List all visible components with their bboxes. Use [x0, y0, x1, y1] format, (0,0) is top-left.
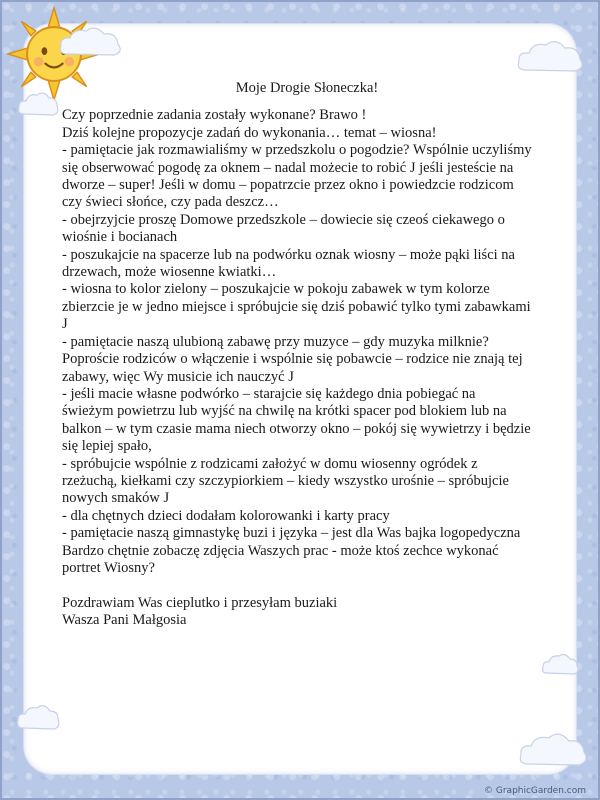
body-line: zbierzcie je w jedno miejsce i spróbujcie się dziś pobawić tylko tymi zabawkami — [62, 298, 531, 315]
closing-line: Wasza Pani Małgosia — [62, 612, 187, 629]
body-line: drzewach, może wiosenne kwiatki… — [62, 264, 277, 281]
paragraph-spacer — [62, 577, 552, 594]
body-line: - jeśli macie własne podwórko – starajcie się każdego dnia pobiegać na — [62, 385, 476, 402]
body-line: - obejrzyjcie proszę Domowe przedszkole – dowiecie się czeoś ciekawego o — [62, 211, 505, 228]
body-line: - dla chętnych dzieci dodałam kolorowanki i karty pracy — [62, 507, 390, 524]
body-line: rzeżuchą, kiełkami czy szczypiorkiem – kiedy wszystko urośnie – spróbujcie — [62, 472, 509, 489]
body-line: Poproście rodziców o włączenie i wspólnie się pobawcie – rodzice nie znają tej — [62, 351, 523, 368]
body-line: się obserwować pogodę za oknem – nadal możecie to robić J jeśli jesteście na — [62, 159, 514, 176]
body-line: - spróbujcie wspólnie z rodzicami założyć w domu wiosenny ogródek z — [62, 455, 478, 472]
body-line: czy świeci słońce, czy pada deszcz… — [62, 194, 279, 211]
body-line: się lepiej spało, — [62, 438, 152, 455]
body-line: - pamiętacie naszą ulubioną zabawę przy muzyce – gdy muzyka milknie? — [62, 333, 489, 350]
body-line: Bardzo chętnie zobaczę zdjęcia Waszych prac - może ktoś zechce wykonać — [62, 542, 499, 559]
cloud-icon — [516, 726, 592, 772]
body-line: - wiosna to kolor zielony – poszukajcie w pokoju zabawek w tym kolorze — [62, 281, 490, 298]
body-line: - pamiętacie jak rozmawialiśmy w przedszkolu o pogodzie? Wspólnie uczyliśmy — [62, 142, 532, 159]
letter — [62, 80, 552, 630]
body-line: - poszukajcie na spacerze lub na podwórku oznak wiosny – może pąki liści na — [62, 246, 515, 263]
letter-intro — [62, 107, 552, 142]
cloud-icon — [540, 650, 580, 678]
letter-closing — [62, 595, 552, 630]
body-line: dworze – super! Jeśli w domu – popatrzcie przez okno i powiedzcie rodzicom — [62, 177, 514, 194]
cloud-icon — [514, 34, 588, 78]
intro-line: Czy poprzednie zadania zostały wykonane? Brawo ! — [62, 107, 367, 124]
cloud-icon — [14, 700, 62, 734]
copyright-credit: © GraphicGarden.com — [484, 786, 586, 796]
body-line: zabawy, więc Wy musicie ich nauczyć J — [62, 368, 294, 385]
letter-body — [62, 142, 552, 577]
body-line: J — [62, 316, 68, 333]
body-line: wiośnie i bocianach — [62, 229, 178, 246]
intro-line: Dziś kolejne propozycje zadań do wykonania… temat – wiosna! — [62, 124, 437, 141]
body-line: nowych smaków J — [62, 490, 170, 507]
cloud-icon — [16, 88, 60, 120]
body-line: - pamiętacie naszą gimnastykę buzi i języka – jest dla Was bajka logopedyczna — [62, 525, 521, 542]
body-line: portret Wiosny? — [62, 559, 155, 576]
body-line: świeżym powietrzu lub wyjść na chwilę na krótki spacer pod blokiem lub na — [62, 403, 507, 420]
closing-line: Pozdrawiam Was cieplutko i przesyłam buziaki — [62, 594, 338, 611]
cloud-icon — [56, 22, 126, 62]
letter-title: Moje Drogie Słoneczka! — [235, 80, 379, 96]
body-line: balkon – w tym czasie mama niech otworzy okno – pokój się wywietrzy i będzie — [62, 420, 531, 437]
